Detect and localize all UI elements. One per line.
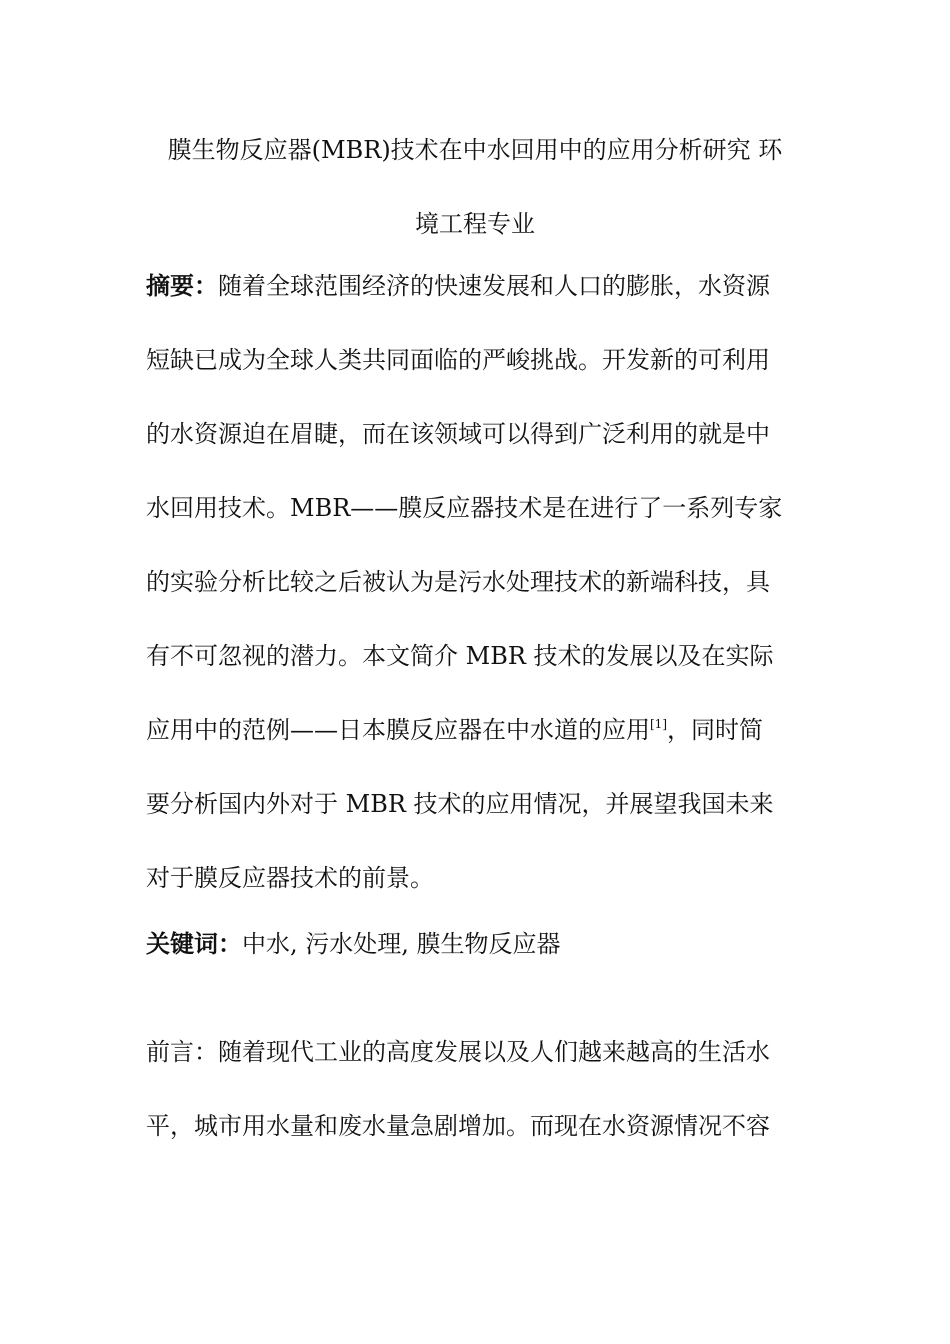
abstract-line-7-tail: ，同时简 [667,716,763,744]
abstract-text: 随着全球范围经济的快速发展和人口的膨胀，水资源 [218,272,770,300]
document-title-line-1: 膜生物反应器(MBR)技术在中水回用中的应用分析研究 环 [167,136,783,164]
abstract-line-3: 的水资源迫在眉睫，而在该领域可以得到广泛利用的就是中 [146,420,770,448]
abstract-line-7 [146,712,806,748]
abstract-line-7-text: 应用中的范例——日本膜反应器在中水道的应用 [146,716,650,744]
abstract-line-4: 水回用技术。MBR——膜反应器技术是在进行了一系列专家 [146,494,783,522]
document-title-line-2: 境工程专业 [415,210,535,238]
preface-line-2: 平，城市用水量和废水量急剧增加。而现在水资源情况不容 [146,1112,770,1140]
abstract-line-6: 有不可忽视的潜力。本文简介 MBR 技术的发展以及在实际 [146,642,774,670]
keywords-value: 中水, 污水处理, 膜生物反应器 [242,930,561,958]
abstract-line-5: 的实验分析比较之后被认为是污水处理技术的新端科技，具 [146,568,770,596]
abstract-line-1 [146,268,806,304]
abstract-line-9: 对于膜反应器技术的前景。 [146,864,434,892]
keywords-label: 关键词： [146,929,242,958]
preface-line-1: 前言：随着现代工业的高度发展以及人们越来越高的生活水 [146,1038,770,1066]
abstract-line-8: 要分析国内外对于 MBR 技术的应用情况，并展望我国未来 [146,790,774,818]
abstract-line-2: 短缺已成为全球人类共同面临的严峻挑战。开发新的可利用 [146,346,770,374]
abstract-label: 摘要： [146,271,218,300]
citation-reference: [1] [650,717,667,731]
keywords-line [146,926,806,962]
